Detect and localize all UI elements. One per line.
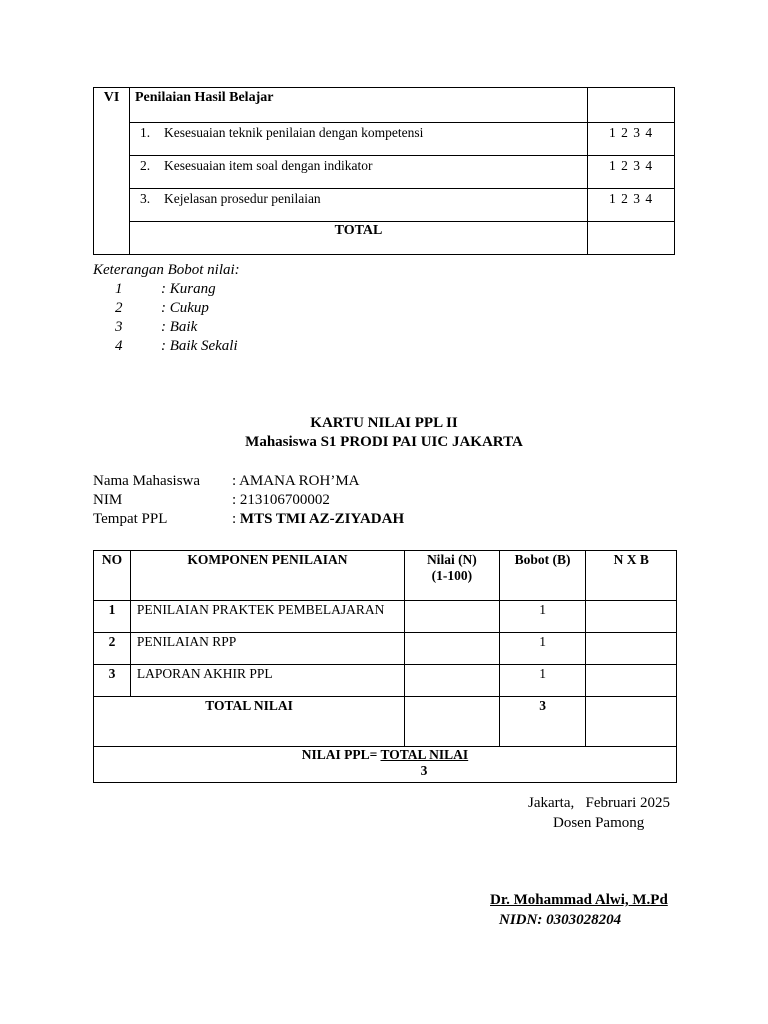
header-component: KOMPONEN PENILAIAN [130, 551, 404, 601]
row-component: PENILAIAN RPP [130, 633, 404, 665]
student-name-value: : AMANA ROH’MA [232, 473, 360, 489]
student-nim-value: : 213106700002 [232, 492, 330, 508]
section-item: 1. Kesesuaian teknik penilaian dengan kompetensi [130, 123, 588, 156]
signature-place-date: Jakarta, Februari 2025 [528, 795, 671, 811]
row-bobot: 1 [499, 665, 586, 697]
row-nxb-cell [586, 633, 677, 665]
signature-role: Dosen Pamong [553, 815, 645, 831]
row-nilai-cell [405, 601, 500, 633]
row-nxb-cell [586, 601, 677, 633]
row-bobot: 1 [499, 633, 586, 665]
student-name-row [93, 472, 404, 491]
row-nilai-cell [405, 665, 500, 697]
total-row [94, 697, 677, 747]
section-item-scale: 1 2 3 4 [588, 123, 675, 156]
row-no: 3 [94, 665, 131, 697]
row-nxb-cell [586, 665, 677, 697]
final-score-formula: NILAI PPL= TOTAL NILAI 3 [94, 747, 677, 783]
student-nim-label: NIM [93, 492, 123, 508]
signature-nidn: NIDN: 0303028204 [499, 912, 622, 928]
card-subtitle: Mahasiswa S1 PRODI PAI UIC JAKARTA [245, 434, 523, 450]
total-nxb-cell [586, 697, 677, 747]
legend-entry: 1 : Kurang [115, 281, 216, 297]
header-nilai: Nilai (N) (1-100) [405, 551, 500, 601]
final-score-row [94, 747, 677, 783]
section-heading: Penilaian Hasil Belajar [130, 88, 588, 123]
table-row [94, 633, 677, 665]
total-label: TOTAL NILAI [94, 697, 405, 747]
weight-legend [93, 261, 240, 356]
student-nim-row [93, 491, 404, 510]
section-item: 2. Kesesuaian item soal dengan indikator [130, 156, 588, 189]
student-place-row [93, 510, 404, 529]
header-no: NO [94, 551, 131, 601]
section-total-value [588, 222, 675, 255]
section-total-label: TOTAL [130, 222, 588, 255]
total-bobot: 3 [499, 697, 586, 747]
row-nilai-cell [405, 633, 500, 665]
legend-entry: 3 : Baik [115, 319, 198, 335]
table-row [94, 601, 677, 633]
section-number: VI [94, 88, 130, 255]
header-bobot: Bobot (B) [499, 551, 586, 601]
table-row [94, 665, 677, 697]
student-place-colon: : [232, 511, 240, 527]
legend-entry: 4 : Baik Sekali [115, 338, 238, 354]
header-nxb: N X B [586, 551, 677, 601]
assessment-section-table [93, 87, 675, 255]
section-heading-score-cell [588, 88, 675, 123]
row-no: 1 [94, 601, 131, 633]
row-component: PENILAIAN PRAKTEK PEMBELAJARAN [130, 601, 404, 633]
score-table [93, 550, 677, 783]
row-component: LAPORAN AKHIR PPL [130, 665, 404, 697]
section-item-scale: 1 2 3 4 [588, 189, 675, 222]
legend-entry: 2 : Cukup [115, 300, 209, 316]
score-table-header [94, 551, 677, 601]
student-info [93, 472, 404, 529]
row-bobot: 1 [499, 601, 586, 633]
total-nilai-cell [405, 697, 500, 747]
section-item: 3. Kejelasan prosedur penilaian [130, 189, 588, 222]
signature-name: Dr. Mohammad Alwi, M.Pd [490, 892, 668, 908]
student-name-label: Nama Mahasiswa [93, 473, 201, 489]
student-place-label: Tempat PPL [93, 511, 168, 527]
section-item-scale: 1 2 3 4 [588, 156, 675, 189]
student-place-value: MTS TMI AZ-ZIYADAH [239, 511, 405, 527]
legend-title: Keterangan Bobot nilai: [93, 262, 240, 278]
card-title: KARTU NILAI PPL II [310, 415, 458, 431]
row-no: 2 [94, 633, 131, 665]
